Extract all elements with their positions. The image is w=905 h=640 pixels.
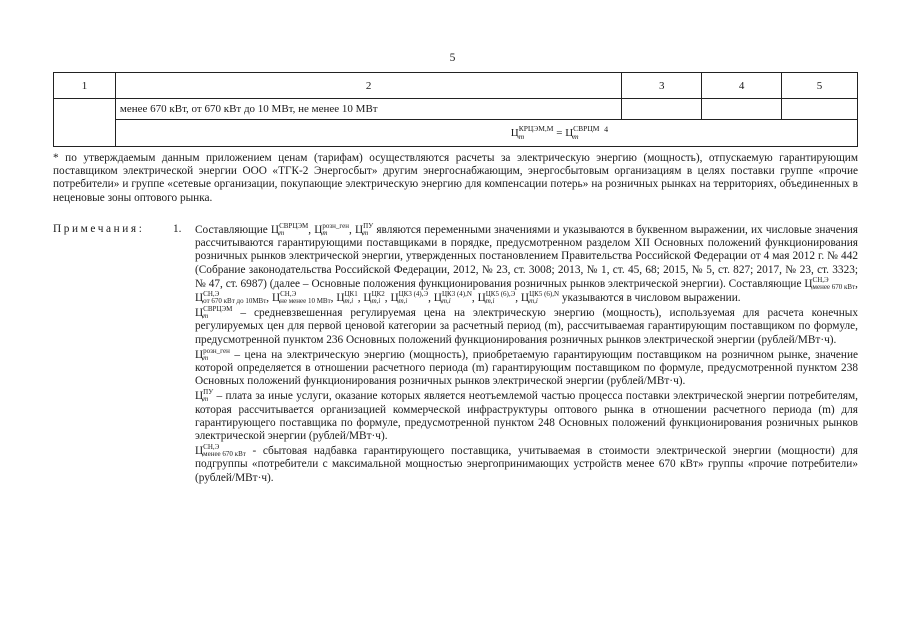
note-paragraph-4: Ц ПУ m – плата за иные услуги, оказание которых является неотъемлемой частью процесса поставки электрической энергии потребителям, которая рассчитывается организацией коммерческой инфраструктуры оптового рынка в отношении расчетного периода (m) для гарантирующего поставщика по формуле, предусмотренной пунктом 248 Основных положений функционирования розничных рынков электрической энергии (рублей/МВт·ч). <box>195 388 858 443</box>
symbol: Ц ЦК5 (6),N m,i <box>520 290 560 306</box>
symbol: Ц СН,Э от 670 кВт до 10МВт <box>195 290 267 306</box>
tariff-table <box>53 72 858 147</box>
table-cell-text: менее 670 кВт, от 670 кВт до 10 МВт, не менее 10 МВт <box>115 99 621 120</box>
page-number: 5 <box>449 52 456 64</box>
notes-item-number: 1. <box>173 223 182 235</box>
notes-body <box>195 222 858 485</box>
symbol: Ц розн_ген m <box>195 346 230 362</box>
col-header-1: 1 <box>54 73 116 99</box>
notes-label: Примечания: <box>53 223 145 235</box>
symbol: Ц ПУ m <box>195 388 214 404</box>
table-formula: Ц КРЦЭМ,М m = Ц СВРЦМ m $^4$ <box>115 120 857 147</box>
symbol: Ц ЦК2 m,i <box>363 290 385 306</box>
symbol: Ц СВРЦЭМ m <box>270 222 309 237</box>
col-header-5: 5 <box>782 73 858 99</box>
symbol: Ц ЦК3 (4),Э m,i <box>390 290 429 306</box>
table-row <box>54 120 858 147</box>
col-header-2: 2 <box>115 73 621 99</box>
table-cell-empty <box>54 99 116 147</box>
symbol: Ц ПУ m <box>355 222 374 237</box>
symbol: Ц ЦК1 m,i <box>336 290 358 306</box>
symbol: Ц ЦК5 (6),Э m,i <box>477 290 516 306</box>
note-paragraph-5: Ц СН,Э менее 670 кВт - сбытовая надбавка гарантирующего поставщика, учитываемая в стоимости электрической энергии (мощности) для подгруппы «потребители с максимальной мощностью энергопринимающих устройств менее 670 кВт» группы «прочие потребители» (рублей/МВт·ч). <box>195 443 858 484</box>
symbol: Ц СН,Э менее 670 кВт <box>804 275 856 291</box>
symbol: Ц розн_ген m <box>314 222 350 237</box>
note-paragraph-1: Составляющие Ц СВРЦЭМ m , Ц розн_ген m , Ц ПУ m являются переменными значениями и указываются в буквенном выражении, их числовые значения рассчитываются гарантирующими поставщиками в порядке, предусмотренном разделом XII Основных положений функционирования розничных рынков электрической энергии, утвержденных постановлением Правительства Российской Федерации от 4 мая 2012 г. № 442 (Собрание законодательства Российской Федерации, 2012, № 23, ст. 3008; 2013, № 1, ст. 45, 68; 2015, № 5, ст. 827; 2017, № 23, ст. 3323; № 47, ст. 6987) (далее – Основные положения функционирования розничных рынков электрической энергии). Составляющие Ц СН,Э менее 670 кВт , Ц СН,Э от 670 кВт до 10МВт , Ц СН,Э не менее 10 МВт , Ц ЦК1 m,i , Ц ЦК2 m,i , Ц ЦК3 (4),Э m,i , Ц ЦК3 (4),N m,i , Ц ЦК5 (6),Э m,i , Ц ЦК5 (6),N m,i указываются в числовом выражении. <box>195 222 858 306</box>
col-header-4: 4 <box>702 73 782 99</box>
footnote-text: * по утверждаемым данным приложением ценам (тарифам) осуществляются расчеты за электрическую энергию (мощность), отпускаемую гарантирующим поставщиком электрической энергии ООО «ТГК-2 Энергосбыт» другим энергоснабжающим, энергосбытовым организациям в целях поставки группе «прочие потребители» и группе «сетевые организации, покупающие электрическую энергию для компенсации потерь» на розничных рынках на территориях, объединенных в неценовые зоны оптового рынка. <box>53 152 858 204</box>
note-paragraph-2: Ц СВРЦЭМ m – средневзвешенная регулируемая цена на электрическую энергию (мощность), используемая для расчета конечных регулируемых цен для первой ценовой категории за расчетный период (m), рассчитываемая гарантирующим поставщиком по формуле, предусмотренной пунктом 236 Основных положений функционирования розничных рынков электрической энергии (рублей/МВт·ч). <box>195 305 858 346</box>
footnote-ref: 4 <box>604 125 609 134</box>
note-paragraph-3: Ц розн_ген m – цена на электрическую энергию (мощность), приобретаемую гарантирующим поставщиком на розничном рынке, значение которой определяется в отношении расчетного периода (m) гарантирующим поставщиком по формуле, предусмотренной пунктом 238 Основных положений функционирования розничных рынков электрической энергии (рублей/МВт·ч). <box>195 346 858 388</box>
symbol: Ц СН,Э менее 670 кВт <box>195 443 246 459</box>
col-header-3: 3 <box>622 73 702 99</box>
symbol: Ц СВРЦЭМ m <box>195 305 233 321</box>
table-header-row <box>54 73 858 99</box>
symbol: Ц ЦК3 (4),N m,i <box>433 290 472 306</box>
symbol: Ц СН,Э не менее 10 МВт <box>271 290 331 306</box>
table-row <box>54 99 858 120</box>
